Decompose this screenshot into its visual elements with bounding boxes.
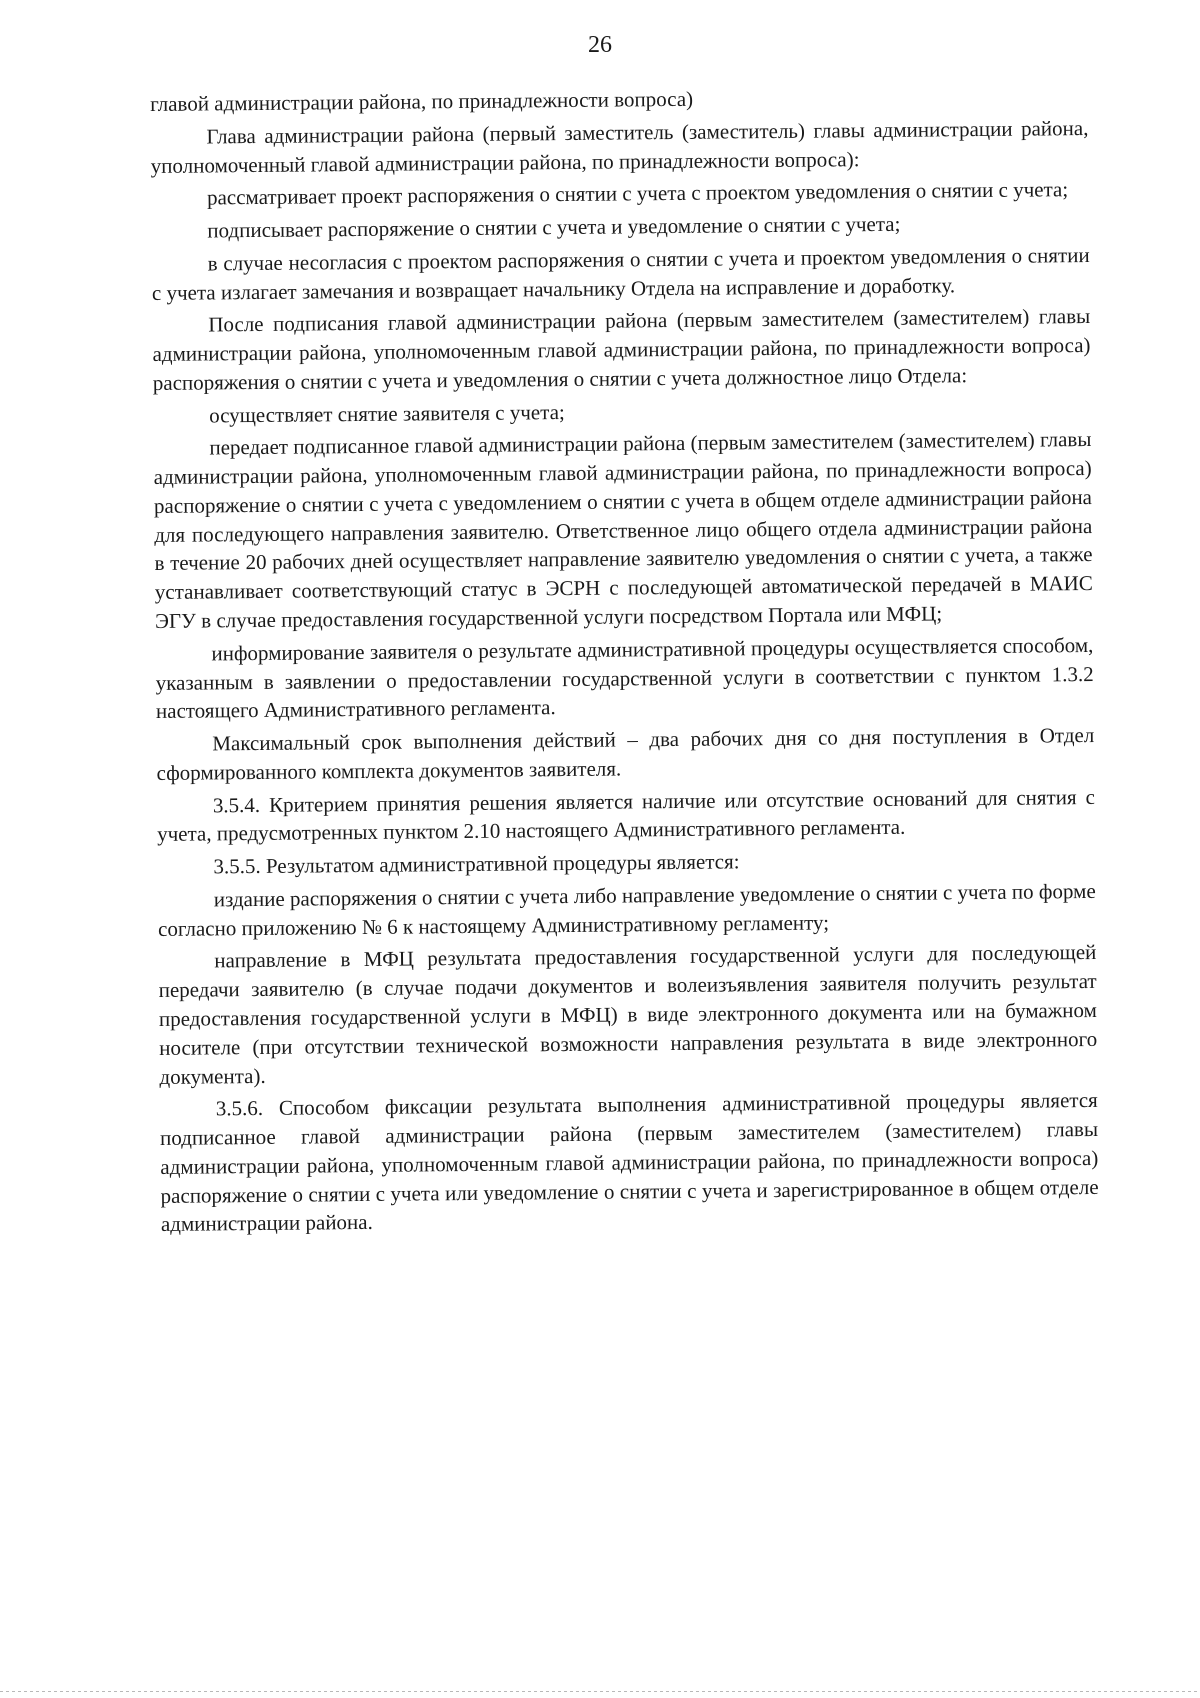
scan-edge-line: [0, 1691, 1200, 1692]
paragraph-disagreement: в случае несогласия с проектом распоряжения о снятии с учета и проектом уведомления о снятии с учета излагает замечания и возвращает начальнику Отдела на исправление и доработку.: [151, 242, 1090, 305]
paragraph-continuation: главой администрации района, по принадлежности вопроса): [150, 86, 694, 116]
paragraph-informing: информирование заявителя о результате административной процедуры осуществляется способом, указанным в заявлении о предоставлении государственной услуги в соответствии с пунктом 1.3.2 настоящего Административного регламента.: [155, 632, 1094, 724]
paragraph-reviews-draft: рассматривает проект распоряжения о снятии с учета с проектом уведомления о снятии с учета;: [206, 177, 1069, 210]
paragraph-after-signing: После подписания главой администрации района (первым заместителем (заместителем) главы администрации района, уполномоченным главой администрации района, по принадлежности вопроса) распоряжения о снятии с учета и уведомления о снятии с учета должностное лицо Отдела:: [152, 304, 1091, 395]
paragraph-removes-applicant: осуществляет снятие заявителя с учета;: [209, 399, 565, 428]
paragraph-issuing-order: издание распоряжения о снятии с учета либо направление уведомление о снятии с учета по форме согласно приложению № 6 к настоящему Административному регламенту;: [157, 878, 1096, 941]
paragraph-transfers-order: передает подписанное главой администрации района (первым заместителем (заместителем) главы администрации района, уполномоченным главой администрации района, по принадлежности вопроса) распоряжение о снятии с учета с уведомлением о снятии с учета в общем отделе администрации района для последующего направления заявителю. Ответственное лицо общего отдела администрации района в течение 20 рабочих дней осуществляет направление заявителю уведомления о снятии с учета, а также устанавливает соответствующий статус в ЭСРН с последующей автоматической передачей в МАИС ЭГУ в случае предоставления государственной услуги посредством Портала или МФЦ;: [153, 427, 1093, 633]
paragraph-signs-order: подписывает распоряжение о снятии с учета и уведомление о снятии с учета;: [207, 211, 901, 243]
paragraph-3-5-4: 3.5.4. Критерием принятия решения является наличие или отсутствие оснований для снятия с учета, предусмотренных пунктом 2.10 настоящего Административного регламента.: [157, 784, 1095, 847]
paragraph-max-term: Максимальный срок выполнения действий – два рабочих дня со дня поступления в Отдел сформированного комплекта документов заявителя.: [156, 723, 1095, 785]
paragraph-head-of-administration: Глава администрации района (первый заместитель (заместитель) главы администрации района, уполномоченный главой администрации района, по принадлежности вопроса):: [150, 115, 1089, 178]
document-body: [150, 81, 1099, 1243]
page-number: 26: [588, 32, 612, 58]
paragraph-3-5-6: 3.5.6. Способом фиксации результата выполнения административной процедуры является подписанное главой администрации района (первым заместителем (заместителем) главы администрации района, уполномоченным главой администрации района, по принадлежности вопроса) распоряжение о снятии с учета или уведомление о снятии с учета и зарегистрированное в общем отделе администрации района.: [159, 1088, 1099, 1237]
paragraph-3-5-5: 3.5.5. Результатом административной процедуры является:: [213, 849, 740, 879]
paragraph-mfc-result: направление в МФЦ результата предоставления государственной услуги для последующей передачи заявителю (в случае подачи документов и волеизъявления заявителя получить результат предоставления государственной услуги в МФЦ) в виде электронного документа или на бумажном носителе (при отсутствии технической возможности направления результата в виде электронного документа).: [158, 940, 1098, 1089]
